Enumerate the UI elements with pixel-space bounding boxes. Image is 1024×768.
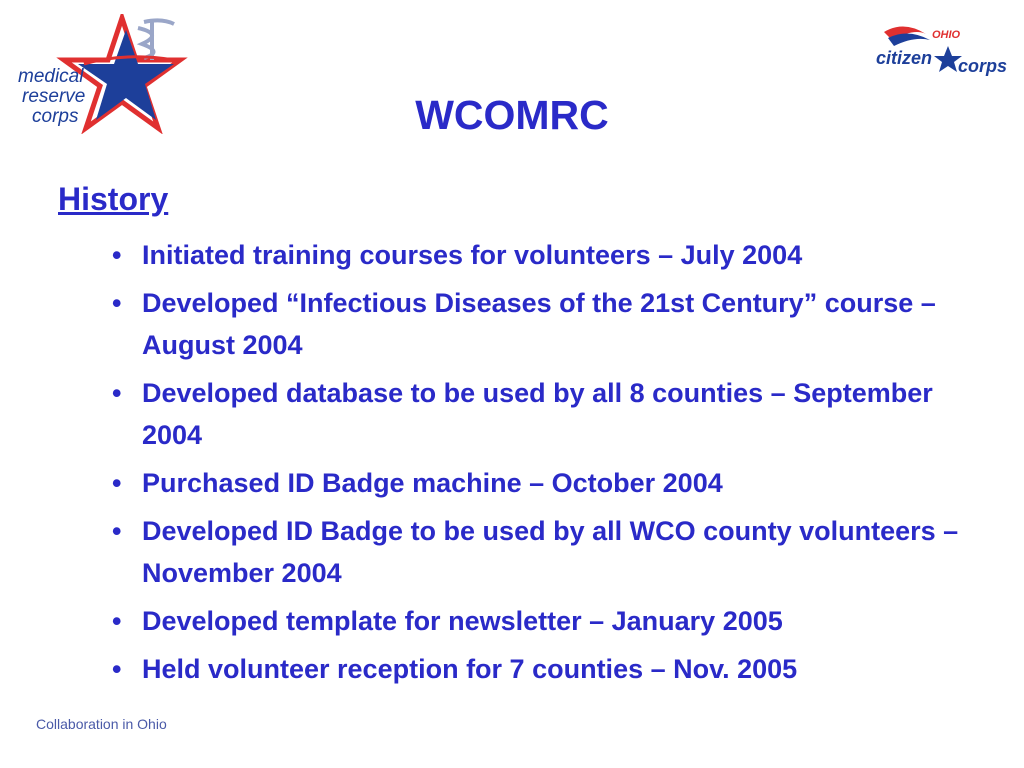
list-item xyxy=(112,372,992,456)
logo-text-ohio: OHIO xyxy=(932,29,961,41)
list-item-text: Held volunteer reception for 7 counties – Nov. 2005 xyxy=(142,654,798,684)
logo-text-corps: corps xyxy=(32,106,79,127)
logo-text-reserve: reserve xyxy=(22,86,86,107)
slide-title: WCOMRC xyxy=(415,92,609,138)
bullet-list xyxy=(112,234,992,696)
list-item-text: Developed ID Badge to be used by all WCO county volunteers – November 2004 xyxy=(142,516,959,588)
bullet-glyph: • xyxy=(112,468,122,498)
caduceus-icon xyxy=(138,20,174,60)
bullet-glyph: • xyxy=(112,606,122,636)
list-item-text: Developed “Infectious Diseases of the 21st Century” course – August 2004 xyxy=(142,288,936,360)
list-item xyxy=(112,600,992,642)
footer-text: Collaboration in Ohio xyxy=(36,716,167,732)
ohio-citizen-corps-logo xyxy=(874,18,1014,80)
list-item xyxy=(112,282,992,366)
section-heading: History xyxy=(58,181,169,217)
list-item xyxy=(112,234,992,276)
bullet-glyph: • xyxy=(112,378,122,408)
logo-text-medical: medical xyxy=(18,66,84,87)
bullet-glyph: • xyxy=(112,516,122,546)
logo-text-citizen: citizen xyxy=(876,48,933,68)
logo-text-corps: corps xyxy=(958,56,1008,76)
bullet-glyph: • xyxy=(112,288,122,318)
list-item xyxy=(112,462,992,504)
list-item xyxy=(112,510,992,594)
list-item-text: Initiated training courses for volunteers – July 2004 xyxy=(142,240,803,270)
list-item xyxy=(112,648,992,690)
bullet-glyph: • xyxy=(112,654,122,684)
list-item-text: Developed template for newsletter – January 2005 xyxy=(142,606,783,636)
bullet-glyph: • xyxy=(112,240,122,270)
list-item-text: Purchased ID Badge machine – October 2004 xyxy=(142,468,723,498)
list-item-text: Developed database to be used by all 8 counties – September 2004 xyxy=(142,378,933,450)
